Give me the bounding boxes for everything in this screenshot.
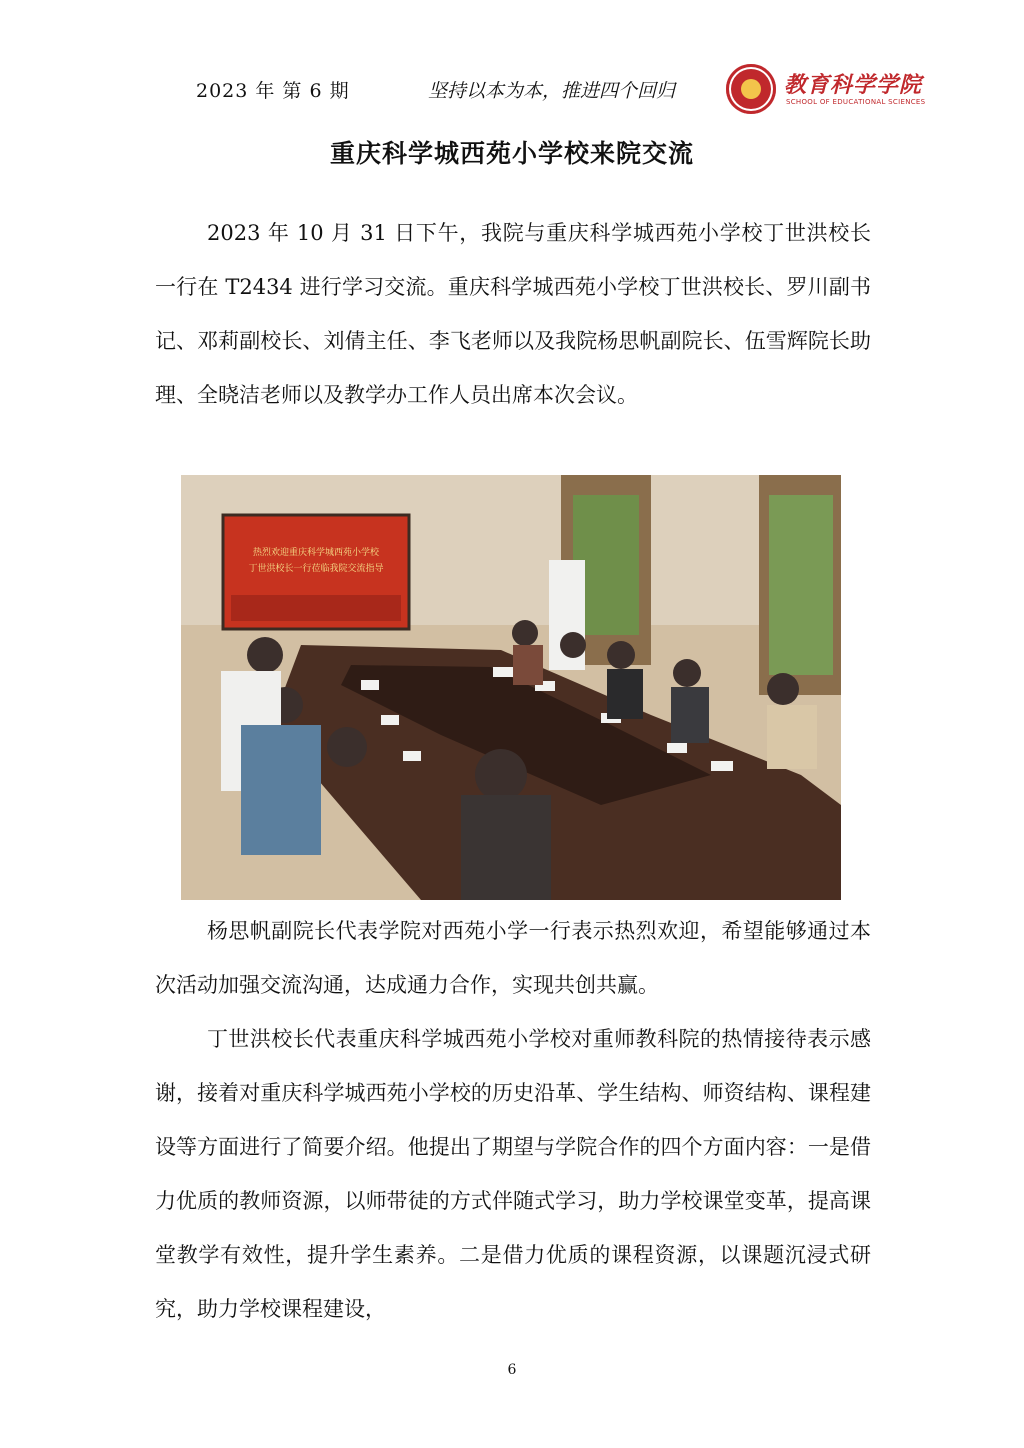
page-header bbox=[0, 74, 1024, 114]
school-logo bbox=[724, 64, 926, 120]
screen-welcome-line-2: 丁世洪校长一行莅临我院交流指导 bbox=[248, 564, 384, 574]
meeting-photo bbox=[181, 475, 841, 900]
logo-english-name: SCHOOL OF EDUCATIONAL SCIENCES bbox=[786, 98, 926, 106]
logo-name: 教育科学学院 bbox=[784, 72, 923, 98]
paragraph-introduction: 丁世洪校长代表重庆科学城西苑小学校对重师教科院的热情接待表示感谢，接着对重庆科学城西苑小学校的历史沿革、学生结构、师资结构、课程建设等方面进行了简要介绍。他提出了期望与学院合作的四个方面内容：一是借力优质的教师资源，以师带徒的方式伴随式学习，助力学校课堂变革，提高课堂教学有效性，提升学生素养。二是借力优质的课程资源，以课题沉浸式研究，助力学校课程建设， bbox=[155, 1027, 871, 1321]
page-number: 6 bbox=[507, 1362, 517, 1378]
header-slogan: 坚持以本为本，推进四个回归 bbox=[428, 80, 676, 102]
paragraph-intro: 2023 年 10 月 31 日下午，我院与重庆科学城西苑小学校丁世洪校长一行在 T2434 进行学习交流。重庆科学城西苑小学校丁世洪校长、罗川副书记、邓莉副校长、刘倩主任、李飞老师以及我院杨思帆副院长、伍雪辉院长助理、全晓洁老师以及教学办工作人员出席本次会议。 bbox=[155, 221, 871, 407]
issue-label: 2023 年 第 6 期 bbox=[196, 80, 350, 102]
school-seal-icon bbox=[726, 64, 776, 114]
paragraph-welcome: 杨思帆副院长代表学院对西苑小学一行表示热烈欢迎，希望能够通过本次活动加强交流沟通，达成通力合作，实现共创共赢。 bbox=[155, 919, 871, 997]
article-title: 重庆科学城西苑小学校来院交流 bbox=[329, 139, 694, 168]
screen-welcome-line-1: 热烈欢迎重庆科学城西苑小学校 bbox=[252, 548, 380, 558]
